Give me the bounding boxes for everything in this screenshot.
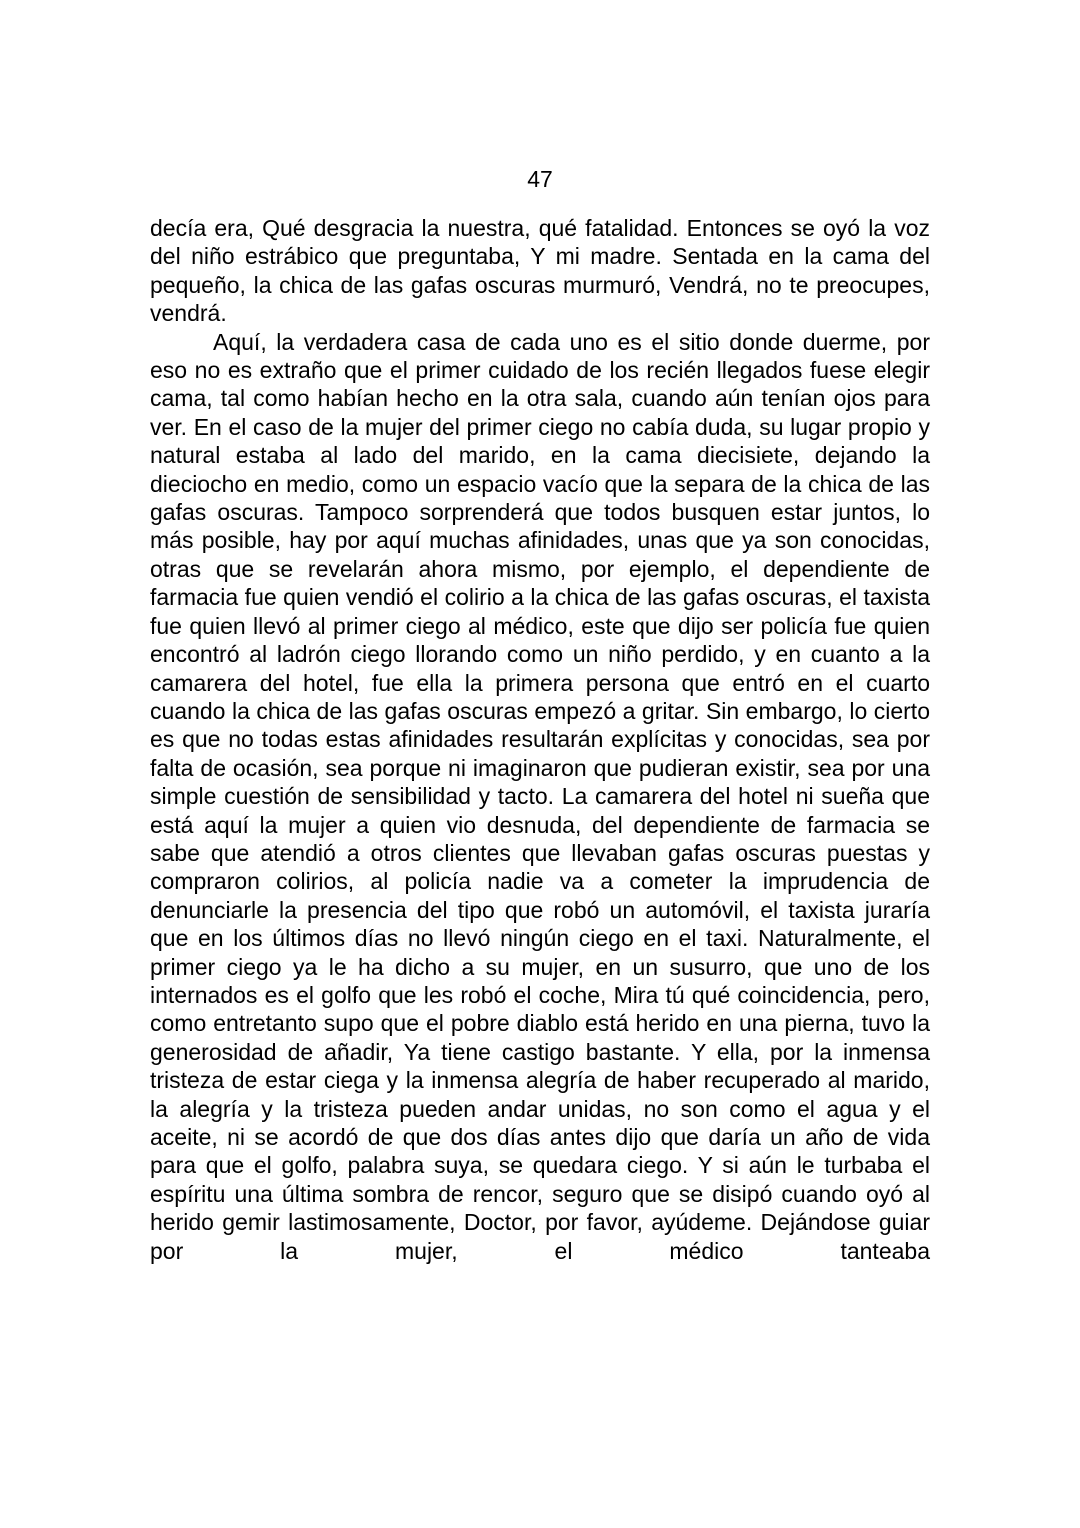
- paragraph-2: Aquí, la verdadera casa de cada uno es el sitio donde duerme, por eso no es extraño que el primer cuidado de los recién llegados fuese elegir cama, tal como habían hecho en la otra sala, cuando aún tenían ojos para ver. En el caso de la mujer del primer ciego no cabía duda, su lugar propio y natural estaba al lado del marido, en la cama diecisiete, dejando la dieciocho en medio, como un espacio vacío que la separa de la chica de las gafas oscuras. Tampoco sorprenderá que todos busquen estar juntos, lo más posible, hay por aquí muchas afinidades, unas que ya son conocidas, otras que se revelarán ahora mismo, por ejemplo, el dependiente de farmacia fue quien vendió el colirio a la chica de las gafas oscuras, el taxista fue quien llevó al primer ciego al médico, este que dijo ser policía fue quien encontró al ladrón ciego llorando como un niño perdido, y en cuanto a la camarera del hotel, fue ella la primera persona que entró en el cuarto cuando la chica de las gafas oscuras empezó a gritar. Sin embargo, lo cierto es que no todas estas afinidades resultarán explícitas y conocidas, sea por falta de ocasión, sea porque ni imaginaron que pudieran existir, sea por una simple cuestión de sensibilidad y tacto. La camarera del hotel ni sueña que está aquí la mujer a quien vio desnuda, del dependiente de farmacia se sabe que atendió a otros clientes que llevaban gafas oscuras puestas y compraron colirios, al policía nadie va a cometer la imprudencia de denunciarle la presencia del tipo que robó un automóvil, el taxista juraría que en los últimos días no llevó ningún ciego en el taxi. Naturalmente, el primer ciego ya le ha dicho a su mujer, en un susurro, que uno de los internados es el golfo que les robó el coche, Mira tú qué coincidencia, pero, como entretanto supo que el pobre diablo está herido en una pierna, tuvo la generosidad de añadir, Ya tiene castigo bastante. Y ella, por la inmensa tristeza de estar ciega y la inmensa alegría de haber recuperado al marido, la alegría y la tristeza pueden andar unidas, no son como el agua y el aceite, ni se acordó de que dos días antes dijo que daría un año de vida para que el golfo, palabra suya, se quedara ciego. Y si aún le turbaba el espíritu una última sombra de rencor, seguro que se disipó cuando oyó al herido gemir lastimosamente, Doctor, por favor, ayúdeme. Dejándose guiar por la mujer, el médico tanteaba: [150, 328, 930, 1264]
- paragraph-1: decía era, Qué desgracia la nuestra, qué fatalidad. Entonces se oyó la voz del niño estrábico que preguntaba, Y mi madre. Sentada en la cama del pequeño, la chica de las gafas oscuras murmuró, Vendrá, no te preocupes, vendrá.: [150, 215, 930, 327]
- text-body: [150, 214, 930, 1265]
- page-number: 47: [527, 166, 553, 192]
